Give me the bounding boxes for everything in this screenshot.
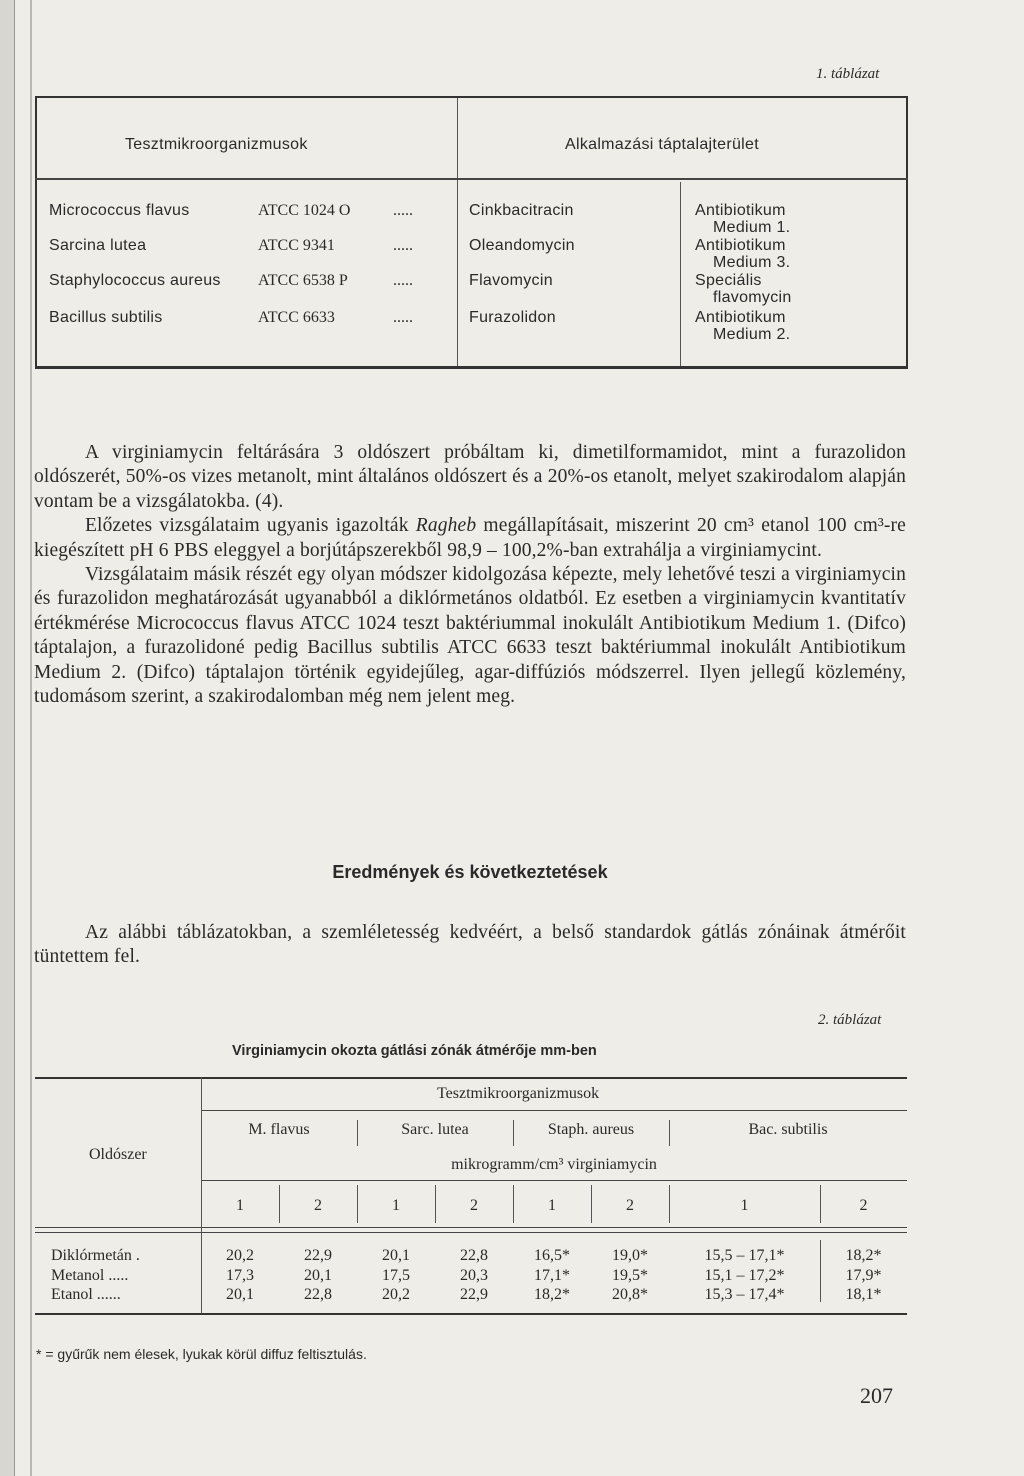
table2-cell: 20,1 <box>382 1247 410 1264</box>
table2-footnote: * = gyűrűk nem élesek, lyukak körül diffuz feltisztulás. <box>36 1346 367 1362</box>
table2-cell: 20,2 <box>226 1247 254 1264</box>
table1-dots: ..... <box>393 309 413 326</box>
table1-medium: Speciális <box>695 272 762 289</box>
paragraph-tables-intro: Az alábbi táblázatokban, a szemléletesség kedvéért, a belső standardok gátlás zónáinak átmérőit tüntettem fel. <box>34 922 906 968</box>
book-spine-shadow <box>0 0 15 1476</box>
table1-organism: Sarcina lutea <box>49 237 147 254</box>
table1-medium: Antibiotikum <box>695 309 786 326</box>
table2-cell: 22,9 <box>304 1247 332 1264</box>
table2 <box>35 1077 907 1314</box>
table1-atcc: ATCC 9341 <box>258 237 335 254</box>
table1-medium: Medium 1. <box>713 219 791 236</box>
table2-dose: 1 <box>392 1197 400 1214</box>
table1-organism: Staphylococcus aureus <box>49 272 221 289</box>
table2-organism: Staph. aureus <box>547 1121 635 1138</box>
table1-medium: Medium 2. <box>713 326 791 343</box>
table1-dots: ..... <box>393 237 413 254</box>
table1-organism: Bacillus subtilis <box>49 309 163 326</box>
table2-organism: Sarc. lutea <box>401 1121 469 1138</box>
table2-rule <box>201 1110 907 1111</box>
table1-header-medium: Alkalmazási táptalajterület <box>565 136 759 153</box>
table2-dose: 1 <box>548 1197 556 1214</box>
body-text-2 <box>34 921 906 970</box>
table2-cell: 22,9 <box>460 1286 488 1303</box>
table1-header-rule <box>35 178 908 180</box>
table2-cell: 15,1 – 17,2* <box>704 1267 785 1284</box>
table1-dots: ..... <box>393 202 413 219</box>
table1-antibiotic: Cinkbacitracin <box>469 202 574 219</box>
table2-cell: 18,1* <box>845 1286 882 1303</box>
page-gutter-line <box>30 0 32 1476</box>
table2-cell: 20,8* <box>612 1286 648 1303</box>
table1-dots: ..... <box>393 272 413 289</box>
table2-dose: 2 <box>314 1197 322 1214</box>
table1-medium: Antibiotikum <box>695 237 786 254</box>
author-name: Ragheb <box>415 515 477 537</box>
table1-antibiotic: Oleandomycin <box>469 237 575 254</box>
table1-header-organisms: Tesztmikroorganizmusok <box>125 136 308 153</box>
table2-cell: 19,0* <box>612 1247 648 1264</box>
table2-cell: 22,8 <box>460 1247 488 1264</box>
table2-cell: 19,5* <box>612 1267 648 1284</box>
table1-bottom-rule <box>35 366 908 369</box>
table1-medium: flavomycin <box>713 289 792 306</box>
table2-cell: 18,2* <box>534 1286 570 1303</box>
table1-label: 1. táblázat <box>816 66 880 82</box>
table2-solvent: Diklórmetán . <box>51 1247 140 1264</box>
paragraph-method: Vizsgálataim másik részét egy olyan módszer kidolgozása képezte, mely lehetővé teszi a virginiamycin és furazolidon meghatározását ugyanabból a diklórmetános oldatból. Ez esetben a virginiamycin kvantitatív értékmérése Micrococcus flavus ATCC 1024 teszt baktériummal inokulált Antibiotikum Medium 1. (Difco) táptalajon, a furazolidoné pedig Bacillus subtilis ATCC 6633 teszt baktériummal inokulált Antibiotikum Medium 2. (Difco) táptalajon történik egyidejűleg, agar-diffúziós módszerrel. Ilyen jellegű közlemény, tudomásom szerint, a szakirodalomban még nem jelent meg. <box>34 564 906 708</box>
paragraph-text: megállapításait, miszerint 20 cm³ etanol 100 cm³-re kiegészített pH 6 PBS eleggyel a borjútápszerekből 98,9 – 100,2%-ban extrahálja a virginiamycint. <box>34 515 906 561</box>
table2-dose: 1 <box>236 1197 244 1214</box>
table2-bottom-rule <box>35 1313 907 1315</box>
table1-column-divider <box>457 98 458 368</box>
paragraph-text: Előzetes vizsgálataim ugyanis igazolták <box>85 515 416 537</box>
table2-label: 2. táblázat <box>818 1012 882 1028</box>
table2-top-rule <box>35 1077 907 1079</box>
table2-rule <box>35 1232 907 1233</box>
table1-atcc: ATCC 1024 O <box>258 202 351 219</box>
table1-medium: Antibiotikum <box>695 202 786 219</box>
table2-row-header: Oldószer <box>89 1146 147 1163</box>
paragraph-ragheb <box>34 514 906 563</box>
table2-dose: 2 <box>470 1197 478 1214</box>
table2-title: Virginiamycin okozta gátlási zónák átmérője mm-ben <box>232 1043 597 1059</box>
table1-atcc: ATCC 6538 P <box>258 272 348 289</box>
table2-organism: M. flavus <box>248 1121 310 1138</box>
table2-group-header: Tesztmikroorganizmusok <box>437 1085 600 1102</box>
table2-unit: mikrogramm/cm³ virginiamycin <box>451 1156 657 1173</box>
table2-organism: Bac. subtilis <box>748 1121 828 1138</box>
table2-cell: 15,5 – 17,1* <box>704 1247 785 1264</box>
table2-solvent: Metanol ..... <box>51 1267 129 1284</box>
table2-cell: 20,1 <box>304 1267 332 1284</box>
table2-cell: 18,2* <box>845 1247 882 1264</box>
table2-cell: 16,5* <box>534 1247 570 1264</box>
table2-cell: 22,8 <box>304 1286 332 1303</box>
paragraph-solvents: A virginiamycin feltárására 3 oldószert próbáltam ki, dimetilformamidot, mint a furazolidon oldószerét, 50%-os vizes metanolt, mint általános oldószert és a 20%-os etanolt, melyet szakirodalom alapján vontam be a vizsgálatokba. (4). <box>34 442 906 512</box>
body-text <box>34 441 906 709</box>
section-heading: Eredmények és következtetések <box>332 862 608 882</box>
table1-column-divider-2 <box>680 182 681 368</box>
table1-organism: Micrococcus flavus <box>49 202 190 219</box>
table1-antibiotic: Flavomycin <box>469 272 553 289</box>
table2-cell: 17,5 <box>382 1267 410 1284</box>
table1-antibiotic: Furazolidon <box>469 309 556 326</box>
table1-medium: Medium 3. <box>713 254 791 271</box>
table2-cell: 17,3 <box>226 1267 254 1284</box>
table2-cell: 17,9* <box>845 1267 882 1284</box>
page-number: 207 <box>860 1383 893 1408</box>
table2-cell: 17,1* <box>534 1267 570 1284</box>
table2-cell: 15,3 – 17,4* <box>704 1286 785 1303</box>
table2-dose: 1 <box>740 1197 749 1214</box>
table1-atcc: ATCC 6633 <box>258 309 335 326</box>
table2-rule <box>201 1180 907 1181</box>
table2-dose: 2 <box>626 1197 634 1214</box>
table2-dose: 2 <box>859 1197 868 1214</box>
table2-cell: 20,3 <box>460 1267 488 1284</box>
table2-rule <box>35 1227 907 1228</box>
table2-solvent: Etanol ...... <box>51 1286 121 1303</box>
table2-cell: 20,1 <box>226 1286 254 1303</box>
table2-cell: 20,2 <box>382 1286 410 1303</box>
table1 <box>35 96 908 368</box>
